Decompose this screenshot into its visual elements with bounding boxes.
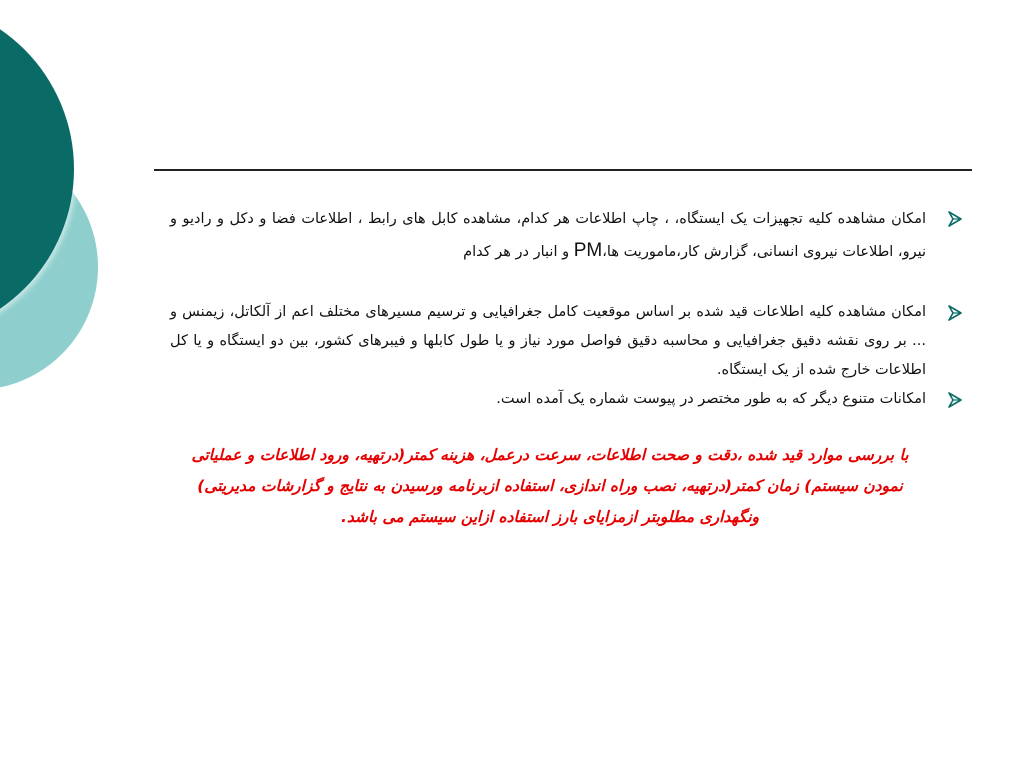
bullet-item-3 (170, 385, 940, 414)
title-divider-line (154, 169, 972, 171)
bullet-item-2 (170, 298, 940, 385)
bullet-2-text: امکان مشاهده کلیه اطلاعات قید شده بر اساس موقعیت کامل جغرافیایی و ترسیم مسیرهای مختلف اعم از آلکاتل، زیمنس و ... بر روی نقشه دقیق جغرافیایی و محاسبه دقیق فواصل مورد نیاز و یا طول کابلها و فیبرهای کشور، بین دو ایستگاه و یا کل اطلاعات خارج شده از یک ایستگاه. (170, 304, 926, 378)
bullet-list (170, 204, 940, 414)
bullet-1-pm-label: PM (573, 240, 603, 261)
conclusion-text: با بررسی موارد قید شده ،دقت و صحت اطلاعات، سرعت درعمل، هزینه کمتر(درتهیه، ورود اطلاعات و عملیاتی نمودن سیستم) زمان کمتر(درتهیه، نصب وراه اندازی، استفاده ازبرنامه ورسیدن به نتایج و گزارشات مدیریتی) ونگهداری مطلوبتر ازمزایای بارز استفاده ازاین سیستم می باشد. (191, 446, 909, 526)
arrowhead-checkmark-icon (948, 392, 962, 408)
slide-content (170, 204, 940, 533)
bullet-item-1 (170, 204, 940, 268)
bullet-3-text: امکانات متنوع دیگر که به طور مختصر در پیوست شماره یک آمده است. (496, 391, 926, 407)
arrowhead-checkmark-icon (948, 305, 962, 321)
arrowhead-checkmark-icon (948, 211, 962, 227)
bullet-1-text: امکان مشاهده کلیه تجهیزات یک ایستگاه، ، چاپ اطلاعات هر کدام، مشاهده کابل های رابط ، اطلاعات فضا و دکل و رادیو و نیرو، اطلاعات نیروی انسانی، گزارش کار،ماموریت ها، (170, 211, 926, 260)
bullet-1-text-end: و انبار در هر کدام (463, 244, 574, 260)
